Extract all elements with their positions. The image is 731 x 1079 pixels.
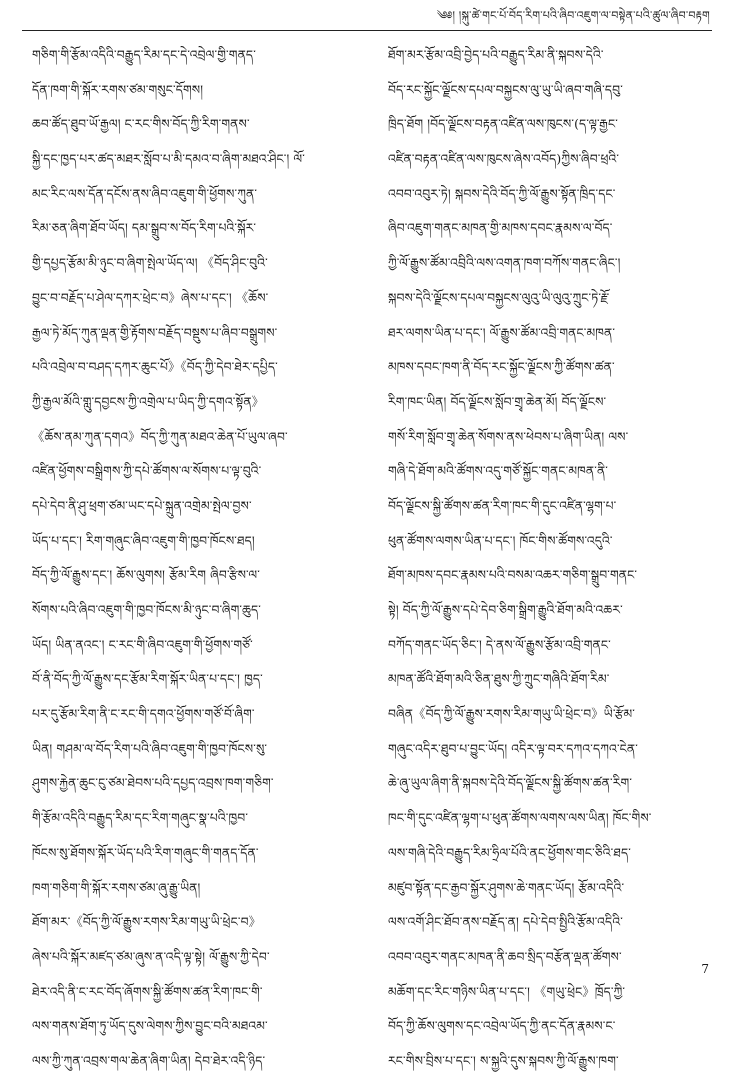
running-header: ༄༅། །སྐུ་ཚེ་གང་པོ་བོད་རིག་པའི་ཞིབ་འཇུག་ལ་བསྟེན་པའི་ཚུལ་ཞིབ་བརྟག xyxy=(436,9,710,22)
text-line: ཞེས་པའི་སྐོར་མཛད་ཙམ་ཞུས་ན་འདི་ལྟ་སྟེ། ལོ་རྒྱུས་ཀྱི་དེབ་ xyxy=(32,949,270,964)
text-line: ཡིན། གཤམ་ལ་བོད་རིག་པའི་ཞིབ་འཇུག་གི་ཁྱབ་ཁོངས་སུ་ xyxy=(32,741,268,756)
text-line: མཛུབ་སྟོན་དང་རྒྱབ་སྐྱོར་ཤུགས་ཆེ་གནང་ཡོད། རྩོམ་འདིའི་ xyxy=(388,880,625,895)
text-line: རང་གིས་བྲིས་པ་དང་། ས་སྐྱའི་དུས་སྐབས་ཀྱི་ལོ་རྒྱུས་ཁག་ xyxy=(388,1053,619,1068)
text-line: གཞུང་འདིར་ཐུབ་པ་བྱུང་ཡོད། འདིར་ལྟ་བར་དཀའ་དཀའ་ངེན་ xyxy=(388,741,639,756)
text-line: བོད་ཀྱི་ཆོས་ལུགས་དང་འབྲེལ་ཡོད་ཀྱི་ནང་དོན་རྣམས་ང་ xyxy=(388,1019,616,1034)
text-line: ཀྱི་ལོ་རྒྱུས་ཚོམ་འབྲིའི་ལས་འགན་ཁག་བཀོས་གནང་ཞིང་། xyxy=(388,256,621,271)
text-line: ལས་གཞི་དེའི་བརྒྱུད་རིམ་ཧྲིལ་པོའི་ནང་ཕྱོགས་གང་ཅིའི་ཐད་ xyxy=(388,845,631,860)
text-line: ཁག་གཅིག་གི་སྐོར་རགས་ཙམ་ཞུ་རྒྱུ་ཡིན། xyxy=(32,880,201,895)
right-text-column xyxy=(388,38,710,1079)
text-line: བོད་ཀྱི་ལོ་རྒྱུས་དང་། ཆོས་ལུགས། རྩོམ་རིག ཞིབ་རྩིས་ལ་ xyxy=(32,568,260,583)
text-line: ཐོག་མར་《བོད་ཀྱི་ལོ་རྒྱུས་རགས་རིམ་གཡུ་ཡི་ཕྲེང་བ》 xyxy=(32,915,262,930)
text-line: བོད་རང་སྐྱོང་ལྗོངས་དཔལ་བསྐྱངས་ལུ་ཡུ་ཡི་ཞབ་གཞི་དབུ་ xyxy=(388,82,623,97)
text-line: གཅིག་གི་རྩོམ་འདིའི་བརྒྱུད་རིམ་དང་དེ་འབྲེལ་གྱི་གནད་ xyxy=(32,48,256,62)
text-line: ཐོག་མཁས་དབང་རྣམས་པའི་བསམ་འཆར་གཅིག་སྒྲུབ་གནང་ xyxy=(388,568,638,583)
text-line: སོགས་པའི་ཞིབ་འཇུག་གི་ཁྱབ་ཁོངས་མི་ཉུང་བ་ཞིག་ཆུད་ xyxy=(32,603,262,617)
text-line: པའི་འབྲེལ་བ་བཤད་དཀར་ཆུང་པོ》《བོད་ཀྱི་དེབ་ཐེར་དཔྱིད་ xyxy=(32,360,278,375)
text-line: ལས་འགོ་ཤིང་ཐོབ་ནས་བརྗོད་ན། དཔེ་དེབ་སྤྱིའི་རྩོམ་འདིའི་ xyxy=(388,915,623,930)
text-line: ཐོག་མར་རྩོམ་འབྲི་བྱེད་པའི་བརྒྱུད་རིམ་ནི་སྐབས་དེའི་ xyxy=(388,48,604,62)
left-text-column xyxy=(32,38,354,1079)
text-line: བོ་ནི་བོད་ཀྱི་ལོ་རྒྱུས་དང་རྩོམ་རིག་སྐོར་ཡིན་པ་དང་། ཁྱད་ xyxy=(32,672,263,687)
text-line: ཁང་གི་དུང་འཛིན་ལྷག་པ་ཕུན་ཚོགས་ལགས་ལས་ཡིན། ཁོང་གིས་ xyxy=(388,811,652,826)
page-number: 7 xyxy=(701,962,709,976)
text-line: འབབ་འབུར་གནང་མཁན་ནི་ཆབ་སྲིད་བརྩོན་ལྡན་ཚོགས་ xyxy=(388,949,622,964)
text-line: རྒྱལ་ཏེ་མོད་ཀུན་ལྡན་གྱི་རྟོགས་བརྗོད་བསྡུས་པ་ཞིབ་བསྒྲུགས་ xyxy=(32,325,278,340)
text-line: ཐེར་འདི་ནི་ང་རང་བོད་ཞོགས་སྐྱི་ཚོགས་ཚན་རིག་ཁང་གི་ xyxy=(32,984,263,999)
text-line: མཁན་ཚོའི་ཐོག་མའི་ཅིན་ཐུས་ཀྱི་ཀྲུང་གཞིའི་ཐོག་རིམ་ xyxy=(388,672,610,687)
text-line: ཤུགས་རྐྱེན་ཆུང་ངུ་ཙམ་ཐེབས་པའི་དཔྱད་འབྲས་ཁག་གཅིག་ xyxy=(32,776,274,791)
text-line: དཔེ་དེབ་ནི་ཤུ་ཕྲག་ཙམ་ཡང་དཔེ་སྐྲུན་འགྲེམ་སྤེལ་བྱས་ xyxy=(32,498,252,513)
text-line: བོད་ལྗོངས་སྐྱི་ཚོགས་ཚན་རིག་ཁང་གི་དུང་འཛིན་ལྷག་པ་ xyxy=(388,498,617,513)
text-line: བྱུང་བ་བརྗོད་པ་ཤེལ་དཀར་ཕྲེང་བ》ཞེས་པ་དང་། 《ཆོས་ xyxy=(32,290,269,305)
text-line: བཀོད་གནང་ཡོད་ཅིང་། དེ་ནས་ལོ་རྒྱུས་རྩོམ་འབྲི་གནང་ xyxy=(388,637,611,652)
text-line: ཁོངས་སུ་ཐོགས་སྐོར་ཡོད་པའི་རིག་གཞུང་གི་གནད་དོན་ xyxy=(32,845,259,860)
text-line: འཛིན་བརྟན་འཛིན་ལས་ཁུངས་ཞེས་འབོད)ཀྱིས་ཞིབ་ཕྲའི་ xyxy=(388,152,620,167)
text-line: ལས་གནས་ཐོག་ཏུ་ཡོད་དུས་ལེགས་ཀྱིས་བྱུང་བའི་མཐའམ་ xyxy=(32,1019,268,1034)
text-line: རིམ་ཅན་ཞིག་ཐོབ་ཡོད། དམ་སྒྲུབ་ས་བོད་རིག་པའི་སྐོར་ xyxy=(32,221,257,236)
text-line: གཞི་དེ་ཐོག་མའི་ཚོགས་འདུ་གཙོ་སྐྱོང་གནང་མཁན་ནི་ xyxy=(388,464,609,479)
text-line: དོན་ཁག་གི་སྐོར་རགས་ཙམ་གསུང་དོགས། xyxy=(32,82,204,97)
text-line: ཞིབ་འཇུག་གནང་མཁན་གྱི་མཁས་དབང་རྣམས་ལ་བོད་ xyxy=(388,221,613,236)
text-line: མང་རིང་ལས་དོན་དངོས་ནས་ཞིབ་འཇུག་གི་ཕྱོགས་ཀུན་ xyxy=(32,186,258,201)
text-line: འཛིན་ཕྱོགས་བསྒྲིགས་ཀྱི་དཔེ་ཚོགས་ལ་སོགས་པ་ལྟ་བུའི་ xyxy=(32,464,262,479)
text-line: རིག་ཁང་ཡིན། བོད་ལྗོངས་སློབ་གྲྭ་ཆེན་མོ། བོད་ལྗོངས་ xyxy=(388,394,607,409)
text-line: གི་རྩོམ་འདིའི་བརྒྱུད་རིམ་དང་རིག་གཞུང་སྣ་པའི་ཁྱབ་ xyxy=(32,811,249,826)
text-line: སྐྱི་དང་ཁྱད་པར་ཚད་མཐར་སློབ་པ་མི་དམའ་བ་ཞིག་མཐའ་ཤིང་། ལོ་ xyxy=(32,152,305,167)
text-line: ཁྲིད་ཐོག །བོད་ལྗོངས་བརྟན་འཛིན་ལས་ཁུངས་(ད་ལྟ་རྒྱང་ xyxy=(388,117,618,132)
text-line: ཡོད་པ་དང་། རིག་གཞུང་ཞིབ་འཇུག་གི་ཁྱབ་ཁོངས་ཐད། xyxy=(32,533,255,548)
header-divider xyxy=(22,30,712,31)
text-line: བཞིན《བོད་ཀྱི་ལོ་རྒྱུས་རགས་རིམ་གཡུ་ཡི་ཕྲེང་བ》ཡི་རྩོམ་ xyxy=(388,707,635,722)
text-line: གྱི་དཔྱད་རྩོམ་མི་ཉུང་བ་ཞིག་སྤེལ་ཡོད་ལ། 《བོད་ཤིང་བུའི་ xyxy=(32,256,268,271)
text-line: སྟེ། བོད་ཀྱི་ལོ་རྒྱུས་དཔེ་དེབ་ཅིག་སྒྲིག་རྒྱུའི་ཐོག་མའི་འཆར་ xyxy=(388,603,623,617)
text-line: ཀྱི་རྒྱལ་མོའི་གླུ་དབྱངས་ཀྱི་འགྲེལ་པ་ཡིད་ཀྱི་དགའ་སྟོན》 xyxy=(32,394,265,409)
text-line: 《ཆོས་ནམ་ཀུན་དགའ》བོད་ཀྱི་ཀུན་མཐའ་ཆེན་པོ་ཡུལ་ཞབ་ xyxy=(32,429,288,444)
text-line: ཡོད། ཡིན་ནའང་། ང་རང་གི་ཞིབ་འཇུག་གི་ཕྱོགས་གཙོ་ xyxy=(32,637,253,652)
text-line: འབབ་འབུར་ཏེ། སྐབས་དེའི་བོད་ཀྱི་ལོ་རྒྱུས་སྟོན་ཁྲིད་དང་ xyxy=(388,186,616,201)
text-line: ཕུན་ཚོགས་ལགས་ཡིན་པ་དང་། ཁོང་གིས་ཚོགས་འདུའི་ xyxy=(388,533,613,548)
text-line: པར་དུ་རྩོམ་རིག་ནི་ང་རང་གི་དགའ་ཕྱོགས་གཙོ་བོ་ཞིག་ xyxy=(32,707,255,722)
text-line: ཆེ་ཞུ་ཡུལ་ཞིག་ནི་སྐབས་དེའི་བོད་ལྗོངས་སྐྱི་ཚོགས་ཚན་རིག་ xyxy=(388,776,633,791)
text-line: མཁས་དབང་ཁག་ནི་བོད་རང་སྐྱོང་ལྗོངས་ཀྱི་ཚོགས་ཚན་ xyxy=(388,360,615,375)
text-line: ཐར་ལགས་ཡིན་པ་དང་། ལོ་རྒྱུས་ཚོམ་འབྲི་གནང་མཁན་ xyxy=(388,325,616,340)
text-line: ཆབ་ཚོད་ཐུབ་ཡོ་རྒྱལ། ང་རང་གིས་བོད་ཀྱི་རིག་གནས་ xyxy=(32,117,250,132)
text-line: སྐབས་དེའི་ལྗོངས་དཔལ་བསྐྱངས་ལུའུ་ཡི་ལུའུ་ཀྲུང་ཏེ་རྗོ་ xyxy=(388,290,610,305)
text-line: གསོ་རིག་སློབ་གྲྭ་ཆེན་སོགས་ནས་ཕེབས་པ་ཞིག་ཡིན། ལས་ xyxy=(388,429,629,444)
text-line: ལས་ཀྱི་ཀུན་འབྲས་གལ་ཆེན་ཞིག་ཡིན། དེབ་ཐེར་འདི་ཉིད་ xyxy=(32,1053,266,1068)
text-line: མཆོག་དང་རིང་གཉིས་ཡིན་པ་དང་། 《གཡུ་ཕྲེང》ཁྲོད་ཀྱི་ xyxy=(388,984,626,999)
